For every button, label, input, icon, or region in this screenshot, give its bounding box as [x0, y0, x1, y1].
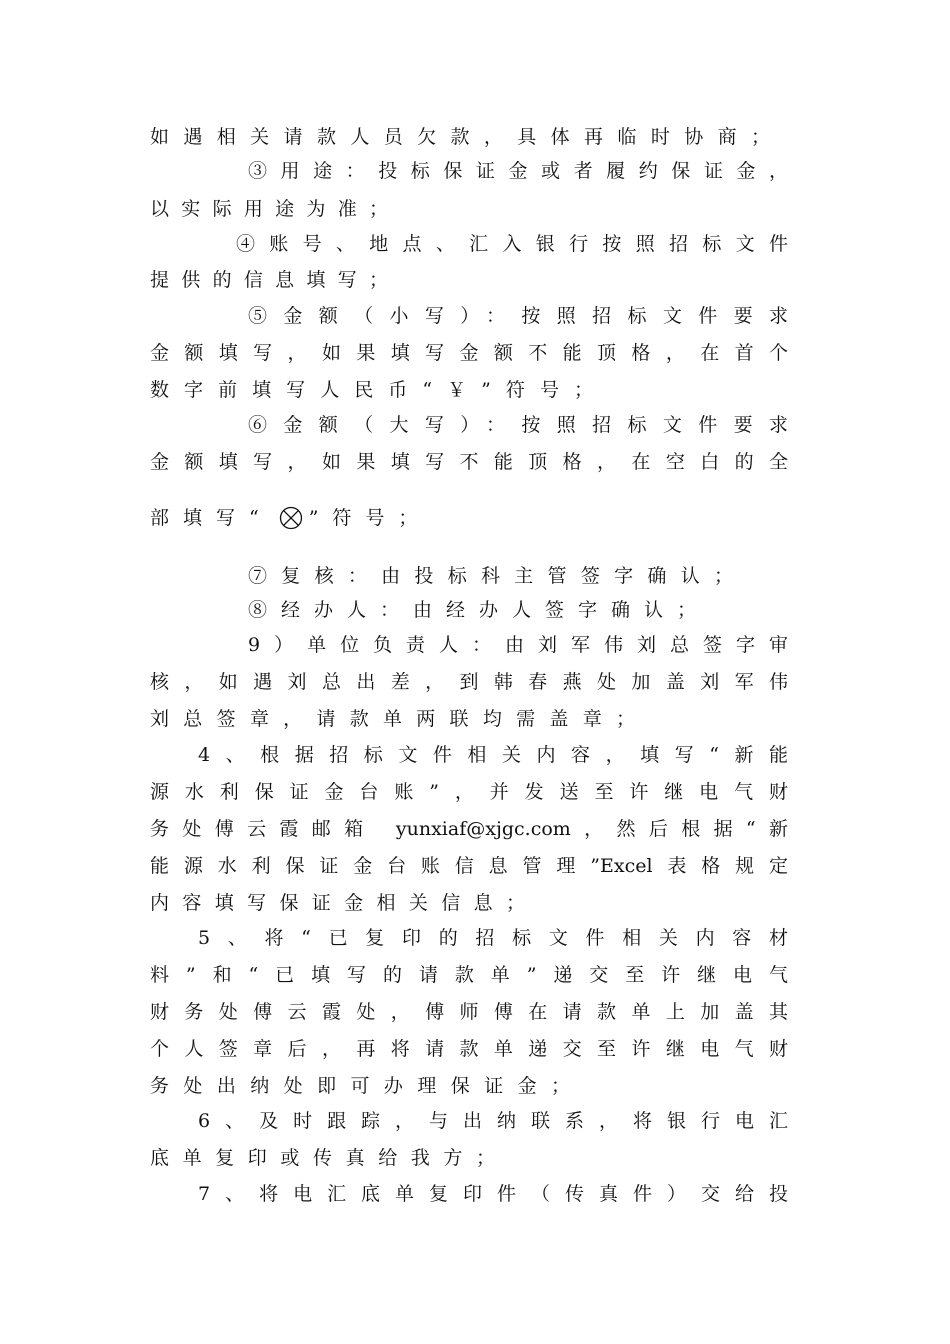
- text-line: ⑥金额（大写）：按照招标文件要求: [248, 414, 788, 436]
- text-line: 源水利保证金台账”，并发送至许继电气财: [150, 781, 788, 803]
- text-line: ⑤金额（小写）：按照招标文件要求: [248, 305, 788, 327]
- text-line: 6、及时跟踪，与出纳联系，将银行电汇: [198, 1110, 788, 1132]
- text-line: 内容填写保证金相关信息；: [150, 892, 525, 914]
- text-line: ③用途：投标保证金或者履约保证金，: [248, 160, 788, 182]
- symbol-line-suffix: ”符号；: [308, 507, 432, 529]
- circled-x-icon: [279, 506, 303, 530]
- symbol-line-prefix: 部填写“: [150, 507, 273, 529]
- text-line: 财务处傅云霞处，傅师傅在请款单上加盖其: [150, 1001, 788, 1023]
- text-line: ④账号、地点、汇入银行按照招标文件: [236, 233, 788, 255]
- text-line: 4、根据招标文件相关内容，填写“新能: [198, 744, 788, 766]
- text-line: ⑦复核：由投标科主管签字确认；: [248, 565, 733, 587]
- text-line: 料”和“已填写的请款单”递交至许继电气: [150, 964, 788, 986]
- text-line: 金额填写，如果填写金额不能顶格，在首个: [150, 342, 788, 364]
- text-line: 能源水利保证金台账信息管理”Excel表格规定: [150, 855, 788, 877]
- text-line: 底单复印或传真给我方；: [150, 1147, 495, 1169]
- text-line: 刘总签章，请款单两联均需盖章；: [150, 708, 635, 730]
- text-line: 金额填写，如果填写不能顶格，在空白的全: [150, 451, 788, 473]
- text-line: 核，如遇刘总出差，到韩春燕处加盖刘军伟: [150, 671, 788, 693]
- text-line: 以实际用途为准；: [150, 198, 388, 220]
- symbol-line: [150, 506, 440, 530]
- text-line: ⑧经办人：由经办人签字确认；: [248, 599, 696, 621]
- text-line: 提供的信息填写；: [150, 269, 388, 291]
- text-line: 5、将“已复印的招标文件相关内容材: [198, 927, 788, 949]
- text-line: 务处出纳处即可办理保证金；: [150, 1075, 570, 1097]
- text-line: 数字前填写人民币“￥”符号；: [150, 379, 593, 401]
- text-line: 如遇相关请款人员欠款，具体再临时协商；: [150, 126, 770, 148]
- text-line: 个人签章后，再将请款单递交至许继电气财: [150, 1038, 788, 1060]
- text-line: 9）单位负责人：由刘军伟刘总签字审: [248, 634, 788, 656]
- text-line: 7、将电汇底单复印件（传真件）交给投: [198, 1183, 788, 1205]
- text-line: 务处傅云霞邮箱 yunxiaf@xjgc.com，然后根据“新: [150, 818, 788, 840]
